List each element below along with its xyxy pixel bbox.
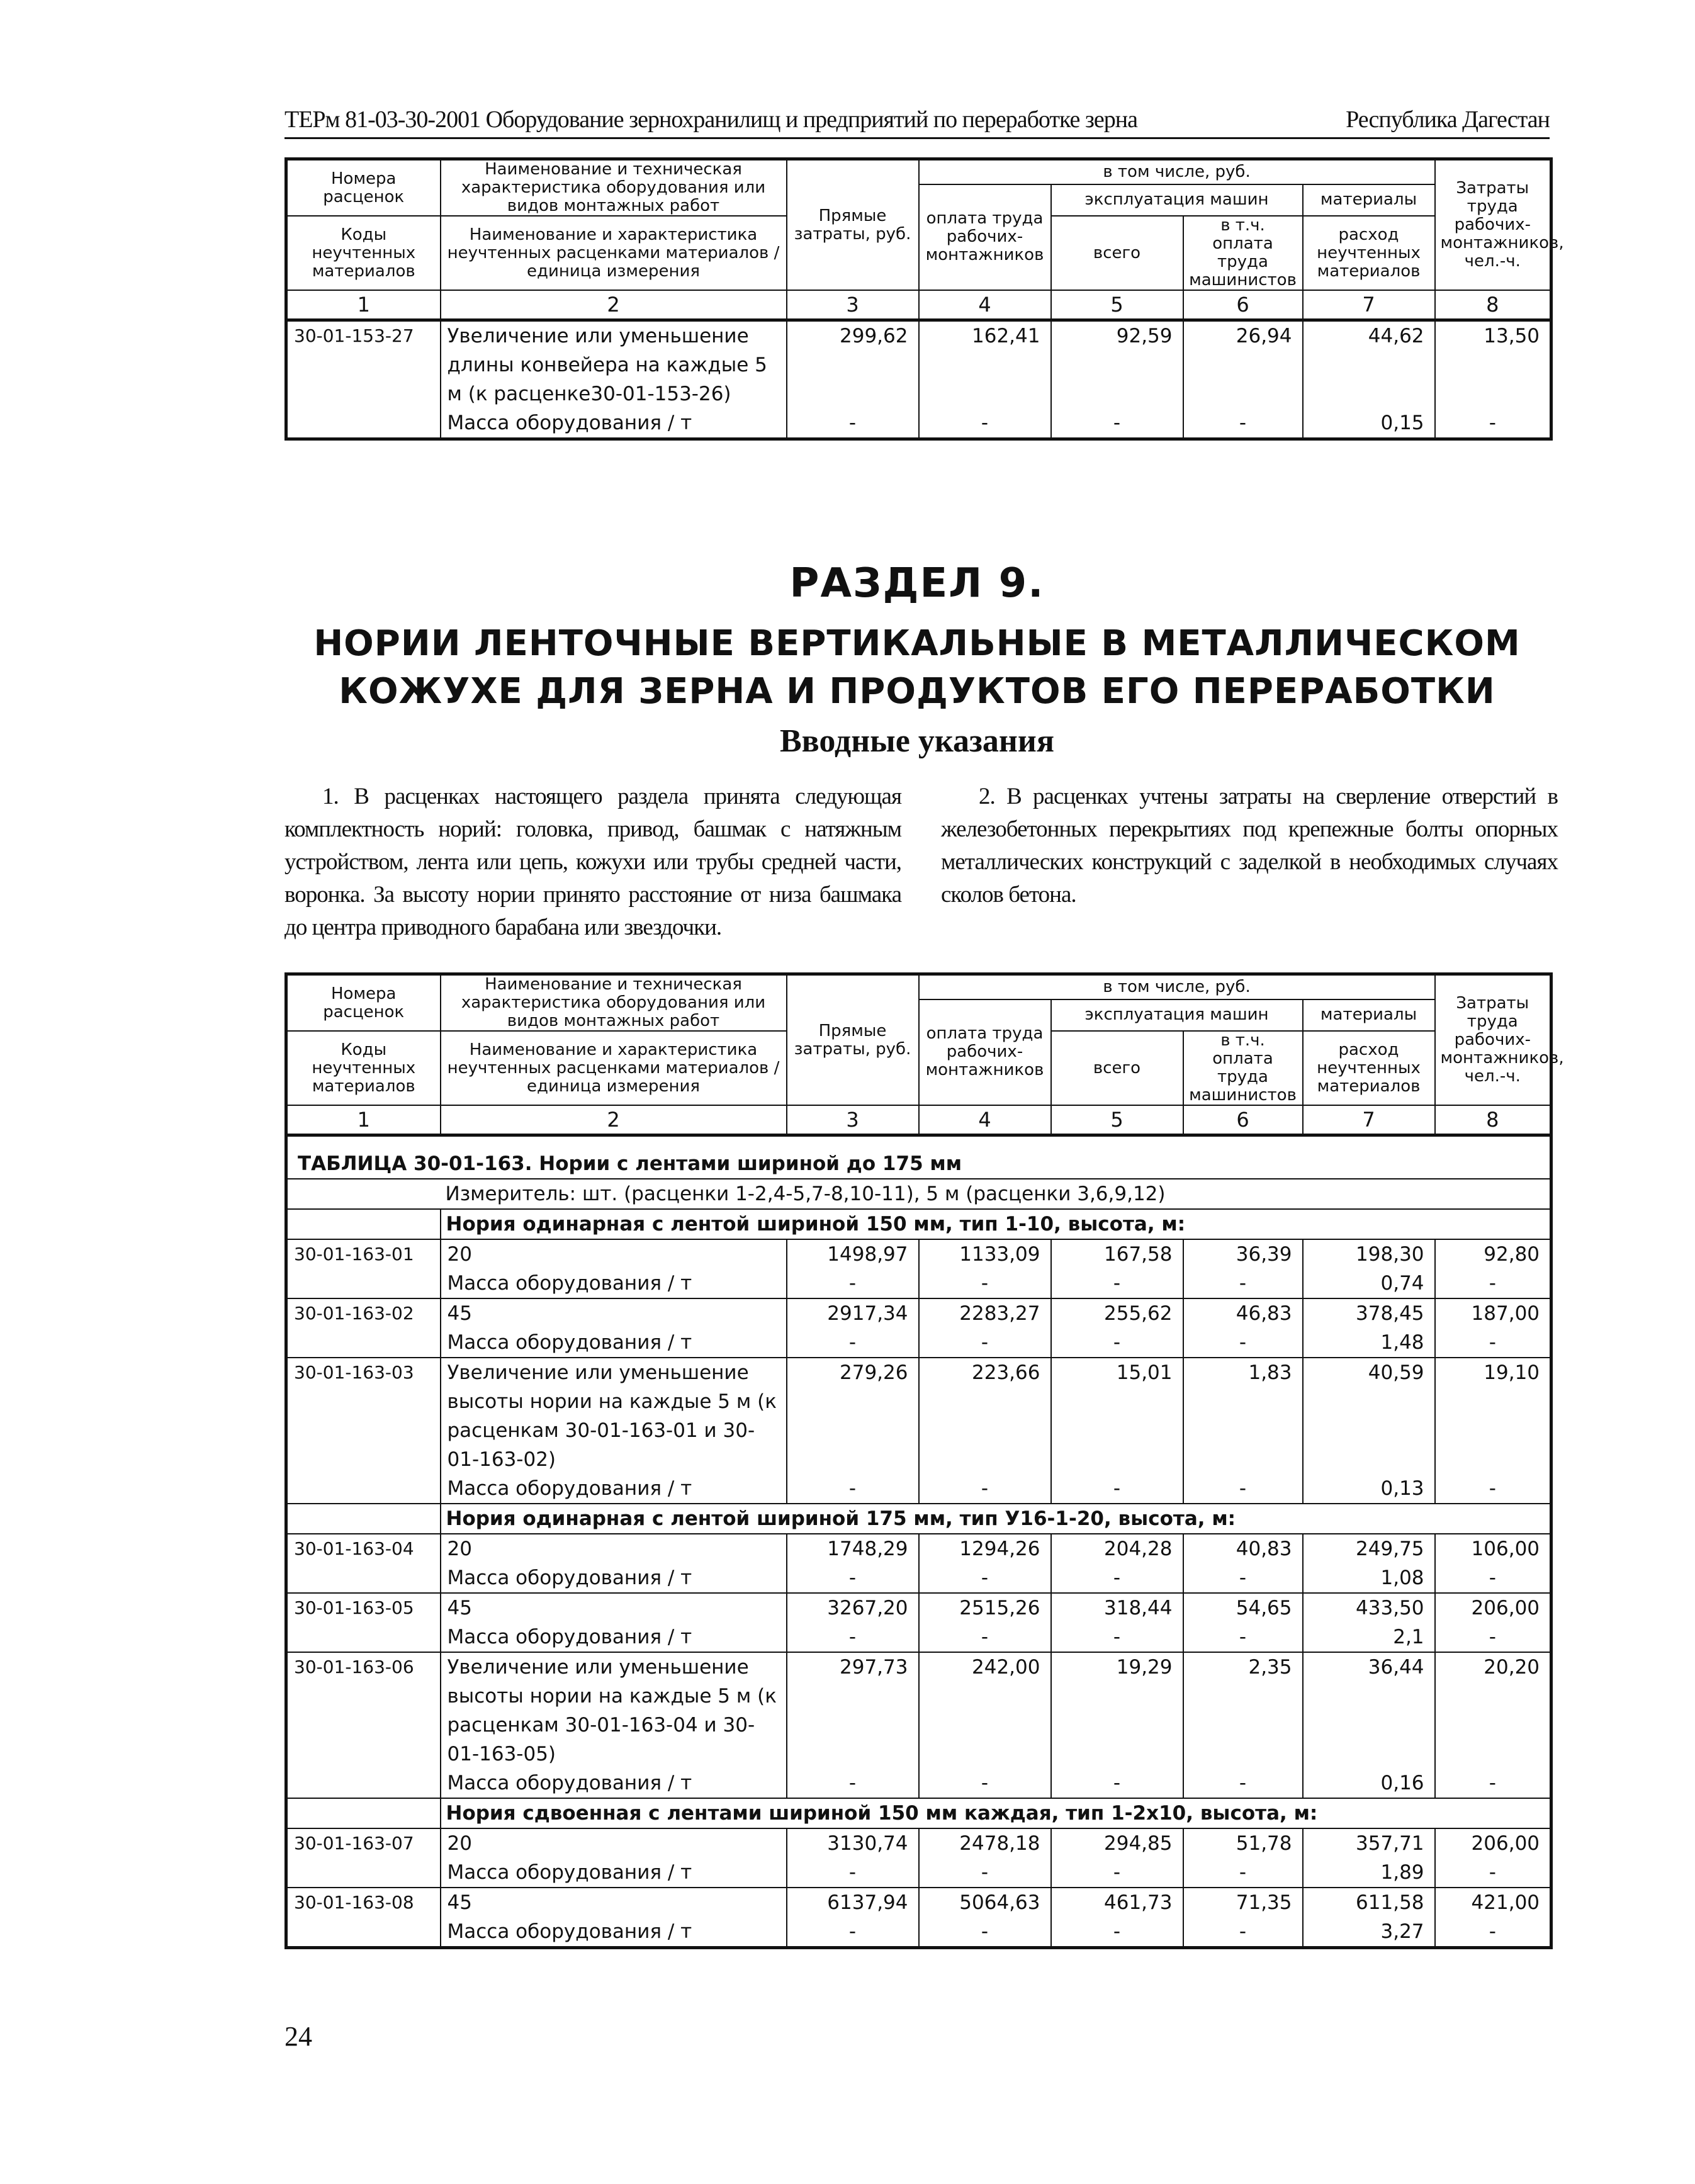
- mass-row: [286, 1563, 1551, 1593]
- mass-label: Масса оборудования / т: [441, 1474, 787, 1504]
- rate-description: 45: [441, 1593, 787, 1623]
- mass-value: 1,08: [1303, 1563, 1435, 1593]
- dash-cell: -: [1435, 1623, 1551, 1652]
- dash-cell: -: [919, 1858, 1051, 1888]
- machines-total-value: 167,58: [1051, 1239, 1183, 1269]
- rate-code: 30-01-163-07: [286, 1828, 441, 1888]
- dash-cell: -: [787, 1563, 919, 1593]
- dash-cell: -: [1435, 1769, 1551, 1798]
- machines-total-value: 318,44: [1051, 1593, 1183, 1623]
- rate-code: 30-01-163-06: [286, 1652, 441, 1798]
- dash-cell: -: [1183, 1269, 1303, 1298]
- rate-description: 20: [441, 1828, 787, 1858]
- header-labor-hours: Затраты труда рабочих-монтажников, чел.-ч.: [1435, 974, 1551, 1106]
- materials-value: 433,50: [1303, 1593, 1435, 1623]
- table-row: [286, 1534, 1551, 1563]
- rate-code: 30-01-153-27: [286, 320, 441, 439]
- dash-cell: -: [1435, 1269, 1551, 1298]
- rate-code: 30-01-163-01: [286, 1239, 441, 1298]
- group-header-row: [286, 1798, 1551, 1828]
- header-direct-costs: Прямые затраты, руб.: [787, 974, 919, 1106]
- operator-pay-value: 2,35: [1183, 1652, 1303, 1769]
- mass-value: 1,89: [1303, 1858, 1435, 1888]
- document-title: ТЕРм 81-03-30-2001 Оборудование зернохранилищ и предприятий по переработке зерна: [284, 106, 1137, 133]
- rate-description: 45: [441, 1888, 787, 1917]
- rate-description: 20: [441, 1239, 787, 1269]
- table-row: [286, 1828, 1551, 1858]
- rate-code: 30-01-163-05: [286, 1593, 441, 1652]
- dash-cell: -: [919, 1563, 1051, 1593]
- header-material-names: Наименование и характеристика неучтенных расценками материалов / единица измерения: [441, 216, 787, 290]
- header-machines-total: всего: [1051, 1031, 1183, 1105]
- header-work-name: Наименование и техническая характеристика оборудования или видов монтажных работ: [441, 974, 787, 1032]
- labor-hours-value: 206,00: [1435, 1828, 1551, 1858]
- mass-label: Масса оборудования / т: [441, 1858, 787, 1888]
- header-rate-numbers: Номера расценок: [286, 974, 441, 1032]
- worker-pay-value: 223,66: [919, 1358, 1051, 1474]
- labor-hours-value: 421,00: [1435, 1888, 1551, 1917]
- dash-cell: -: [787, 1769, 919, 1798]
- dash-cell: -: [787, 1269, 919, 1298]
- header-worker-pay: оплата труда рабочих-монтажников: [919, 184, 1051, 291]
- dash-cell: -: [919, 1623, 1051, 1652]
- worker-pay-value: 2283,27: [919, 1298, 1051, 1328]
- rate-description: Увеличение или уменьшение высоты нории на каждые 5 м (к расценкам 30-01-163-01 и 30-01-163-02): [441, 1358, 787, 1474]
- table-caption-row: [286, 1135, 1551, 1179]
- materials-value: 249,75: [1303, 1534, 1435, 1563]
- dash-cell: -: [787, 1474, 919, 1504]
- dash-cell: -: [1183, 1917, 1303, 1948]
- group-header-row: [286, 1209, 1551, 1239]
- worker-pay-value: 242,00: [919, 1652, 1051, 1769]
- rate-description: 45: [441, 1298, 787, 1328]
- operator-pay-value: 40,83: [1183, 1534, 1303, 1563]
- dash-cell: -: [919, 1474, 1051, 1504]
- group-header-row: [286, 1504, 1551, 1534]
- dash-cell: -: [1051, 1917, 1183, 1948]
- mass-label: Масса оборудования / т: [441, 1328, 787, 1358]
- group-title: Нория одинарная с лентой шириной 150 мм, тип 1-10, высота, м:: [441, 1209, 1551, 1239]
- header-including: в том числе, руб.: [919, 974, 1435, 999]
- rate-description: Увеличение или уменьшение длины конвейера на каждые 5 м (к расценке30-01-153-26): [441, 320, 787, 409]
- mass-value: 0,13: [1303, 1474, 1435, 1504]
- dash-cell: -: [1183, 1858, 1303, 1888]
- direct-costs-value: 1748,29: [787, 1534, 919, 1563]
- header-machines-total: всего: [1051, 216, 1183, 290]
- rate-description: Увеличение или уменьшение высоты нории на каждые 5 м (к расценкам 30-01-163-04 и 30-01-163-05): [441, 1652, 787, 1769]
- labor-hours-value: 92,80: [1435, 1239, 1551, 1269]
- running-header: [284, 106, 1550, 139]
- worker-pay-value: 1133,09: [919, 1239, 1051, 1269]
- column-numbers-row: 1 2 3 4 5 6 7 8: [286, 290, 1551, 320]
- dash-cell: -: [1051, 1269, 1183, 1298]
- machines-total-value: 204,28: [1051, 1534, 1183, 1563]
- dash-cell: -: [919, 1269, 1051, 1298]
- labor-hours-value: 20,20: [1435, 1652, 1551, 1769]
- worker-pay-value: 2515,26: [919, 1593, 1051, 1623]
- dash-cell: -: [787, 1917, 919, 1948]
- column-numbers-row: 1 2 3 4 5 6 7 8: [286, 1105, 1551, 1135]
- rate-code: 30-01-163-03: [286, 1358, 441, 1504]
- labor-hours-value: 206,00: [1435, 1593, 1551, 1623]
- header-direct-costs: Прямые затраты, руб.: [787, 159, 919, 291]
- header-operator-pay: в т.ч. оплата труда машинистов: [1183, 1031, 1303, 1105]
- materials-value: 378,45: [1303, 1298, 1435, 1328]
- page-number: 24: [284, 2021, 312, 2052]
- dash-cell: -: [1435, 1328, 1551, 1358]
- dash-cell: -: [919, 1917, 1051, 1948]
- region-name: Республика Дагестан: [1346, 106, 1550, 133]
- table-body: [286, 1209, 1551, 1948]
- dash-cell: -: [1051, 1474, 1183, 1504]
- top-rate-table: [284, 157, 1564, 441]
- dash-cell: -: [1183, 1623, 1303, 1652]
- direct-costs-value: 3267,20: [787, 1593, 919, 1623]
- mass-label: Масса оборудования / т: [441, 1269, 787, 1298]
- machines-total-value: 15,01: [1051, 1358, 1183, 1474]
- header-rate-numbers: Номера расценок: [286, 159, 441, 217]
- materials-value: 611,58: [1303, 1888, 1435, 1917]
- mass-value: 0,74: [1303, 1269, 1435, 1298]
- intro-heading: Вводные указания: [780, 723, 1054, 759]
- mass-row: [286, 1474, 1551, 1504]
- header-work-name: Наименование и техническая характеристика оборудования или видов монтажных работ: [441, 159, 787, 217]
- mass-row: [286, 1269, 1551, 1298]
- table-row: [286, 1298, 1551, 1328]
- rate-code: 30-01-163-08: [286, 1888, 441, 1948]
- direct-costs-value: 279,26: [787, 1358, 919, 1474]
- dash-cell: -: [1435, 1563, 1551, 1593]
- table-row: [286, 1358, 1551, 1474]
- mass-row: Масса оборудования / т - - - - 0,15 -: [286, 408, 1551, 439]
- mass-value: 2,1: [1303, 1623, 1435, 1652]
- machines-total-value: 255,62: [1051, 1298, 1183, 1328]
- dash-cell: -: [919, 1328, 1051, 1358]
- dash-cell: -: [1183, 1328, 1303, 1358]
- dash-cell: -: [919, 1769, 1051, 1798]
- operator-pay-value: 71,35: [1183, 1888, 1303, 1917]
- dash-cell: -: [1051, 1858, 1183, 1888]
- direct-costs-value: 6137,94: [787, 1888, 919, 1917]
- header-worker-pay: оплата труда рабочих-монтажников: [919, 999, 1051, 1106]
- rate-table-30-01-163: [284, 972, 1564, 1949]
- machines-total-value: 19,29: [1051, 1652, 1183, 1769]
- dash-cell: -: [1183, 1769, 1303, 1798]
- header-including: в том числе, руб.: [919, 159, 1435, 184]
- mass-label: Масса оборудования / т: [441, 1563, 787, 1593]
- table-row: [286, 1593, 1551, 1623]
- header-machines: эксплуатация машин: [1051, 999, 1303, 1032]
- header-materials: материалы: [1303, 184, 1435, 217]
- dash-cell: -: [1183, 1563, 1303, 1593]
- mass-row: [286, 1328, 1551, 1358]
- header-material-names: Наименование и характеристика неучтенных расценками материалов / единица измерения: [441, 1031, 787, 1105]
- worker-pay-value: 1294,26: [919, 1534, 1051, 1563]
- header-material-codes: Коды неучтенных материалов: [286, 216, 441, 290]
- worker-pay-value: 2478,18: [919, 1828, 1051, 1858]
- mass-value: 0,16: [1303, 1769, 1435, 1798]
- direct-costs-value: 3130,74: [787, 1828, 919, 1858]
- operator-pay-value: 51,78: [1183, 1828, 1303, 1858]
- section-subtitle: НОРИИ ЛЕНТОЧНЫЕ ВЕРТИКАЛЬНЫЕ В МЕТАЛЛИЧЕСКОМ КОЖУХЕ ДЛЯ ЗЕРНА И ПРОДУКТОВ ЕГО ПЕРЕРАБОТКИ: [313, 623, 1521, 712]
- dash-cell: -: [1435, 1917, 1551, 1948]
- rate-code: 30-01-163-04: [286, 1534, 441, 1593]
- table-row: 30-01-153-27 Увеличение или уменьшение длины конвейера на каждые 5 м (к расценке30-01-153-26) 299,62 162,41 92,59 26,94 44,62 13,50: [286, 320, 1551, 409]
- direct-costs-value: 2917,34: [787, 1298, 919, 1328]
- header-labor-hours: Затраты труда рабочих-монтажников, чел.-ч.: [1435, 159, 1551, 291]
- table-title: ТАБЛИЦА 30-01-163. Нории с лентами шириной до 175 мм: [286, 1135, 1551, 1179]
- dash-cell: -: [787, 1623, 919, 1652]
- group-title: Нория одинарная с лентой шириной 175 мм, тип У16-1-20, высота, м:: [441, 1504, 1551, 1534]
- operator-pay-value: 36,39: [1183, 1239, 1303, 1269]
- mass-row: [286, 1917, 1551, 1948]
- table-meter-row: [286, 1179, 1551, 1209]
- dash-cell: -: [1051, 1563, 1183, 1593]
- intro-paragraph-2: 2. В расценках учтены затраты на сверление отверстий в железобетонных перекрытиях под крепежные болты опорных металлических конструкций с заделкой в необходимых случаях сколов бетона.: [941, 784, 1558, 908]
- header-material-codes: Коды неучтенных материалов: [286, 1031, 441, 1105]
- materials-value: 40,59: [1303, 1358, 1435, 1474]
- mass-value: 1,48: [1303, 1328, 1435, 1358]
- labor-hours-value: 187,00: [1435, 1298, 1551, 1328]
- direct-costs-value: 1498,97: [787, 1239, 919, 1269]
- dash-cell: -: [1051, 1328, 1183, 1358]
- operator-pay-value: 46,83: [1183, 1298, 1303, 1328]
- rate-description: 20: [441, 1534, 787, 1563]
- mass-label: Масса оборудования / т: [441, 1769, 787, 1798]
- dash-cell: -: [1051, 1769, 1183, 1798]
- materials-value: 198,30: [1303, 1239, 1435, 1269]
- header-material-usage: расход неучтенных материалов: [1303, 1031, 1435, 1105]
- table-row: [286, 1652, 1551, 1769]
- materials-value: 357,71: [1303, 1828, 1435, 1858]
- header-operator-pay: в т.ч. оплата труда машинистов: [1183, 216, 1303, 290]
- header-materials: материалы: [1303, 999, 1435, 1032]
- intro-paragraph-1: 1. В расценках настоящего раздела принята следующая комплектность норий: головка, привод, башмак с натяжным устройством, лента или цепь, кожухи или трубы средней части, воронка. За высоту нории принято расстояние от низа башмака до центра приводного барабана или звездочки.: [284, 784, 901, 940]
- dash-cell: -: [1435, 1474, 1551, 1504]
- rate-code: 30-01-163-02: [286, 1298, 441, 1358]
- table-row: [286, 1888, 1551, 1917]
- mass-label: Масса оборудования / т: [441, 1917, 787, 1948]
- labor-hours-value: 106,00: [1435, 1534, 1551, 1563]
- operator-pay-value: 1,83: [1183, 1358, 1303, 1474]
- labor-hours-value: 19,10: [1435, 1358, 1551, 1474]
- group-title: Нория сдвоенная с лентами шириной 150 мм каждая, тип 1-2х10, высота, м:: [441, 1798, 1551, 1828]
- machines-total-value: 461,73: [1051, 1888, 1183, 1917]
- materials-value: 36,44: [1303, 1652, 1435, 1769]
- dash-cell: -: [1183, 1474, 1303, 1504]
- header-machines: эксплуатация машин: [1051, 184, 1303, 217]
- mass-row: [286, 1769, 1551, 1798]
- mass-label: Масса оборудования / т: [441, 1623, 787, 1652]
- dash-cell: -: [1051, 1623, 1183, 1652]
- dash-cell: -: [787, 1858, 919, 1888]
- machines-total-value: 294,85: [1051, 1828, 1183, 1858]
- dash-cell: -: [787, 1328, 919, 1358]
- mass-row: [286, 1858, 1551, 1888]
- section-title: РАЗДЕЛ 9.: [789, 560, 1045, 607]
- table-meter: Измеритель: шт. (расценки 1-2,4-5,7-8,10-11), 5 м (расценки 3,6,9,12): [441, 1179, 1551, 1209]
- dash-cell: -: [1435, 1858, 1551, 1888]
- table-row: [286, 1239, 1551, 1269]
- header-material-usage: расход неучтенных материалов: [1303, 216, 1435, 290]
- mass-value: 3,27: [1303, 1917, 1435, 1948]
- direct-costs-value: 297,73: [787, 1652, 919, 1769]
- operator-pay-value: 54,65: [1183, 1593, 1303, 1623]
- worker-pay-value: 5064,63: [919, 1888, 1051, 1917]
- mass-row: [286, 1623, 1551, 1652]
